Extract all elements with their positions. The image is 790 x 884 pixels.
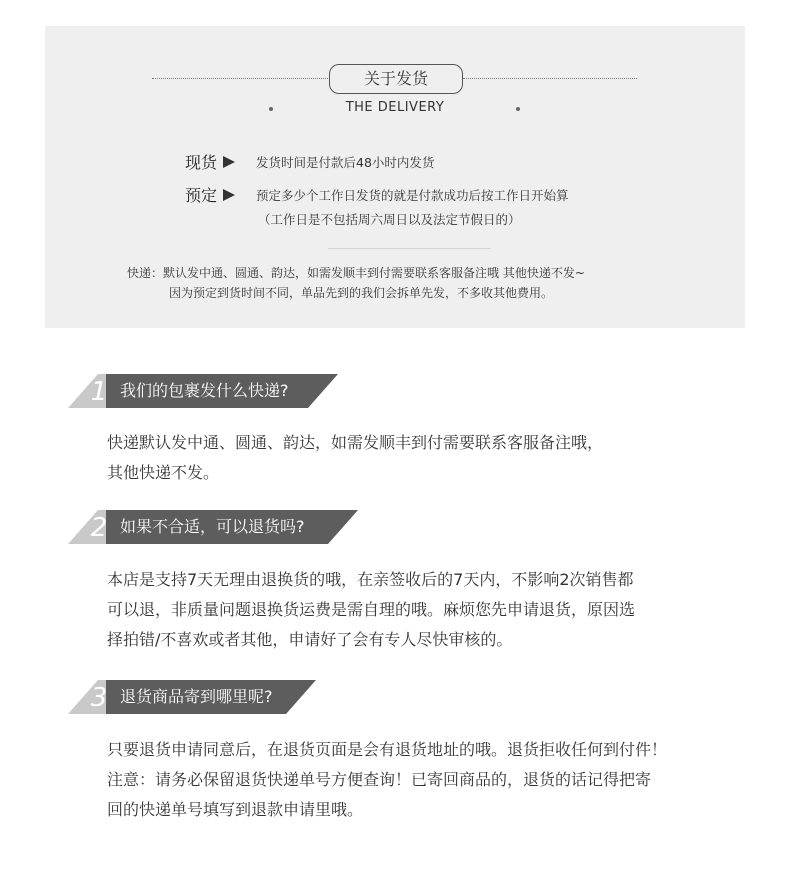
answer-line: 可以退，非质量问题退换货运费是需自理的哦。麻烦您先申请退货，原因选 — [107, 600, 636, 619]
delivery-panel — [45, 26, 745, 328]
bullet-dot-left — [269, 107, 273, 111]
triangle-arrow-icon — [223, 189, 235, 201]
answer-line: 回的快递单号填写到退款申请里哦。 — [107, 800, 364, 819]
bullet-dot-right — [516, 107, 520, 111]
title-divider-right — [463, 78, 637, 79]
faq-number: 1 — [90, 377, 108, 407]
answer-line: 本店是支持7天无理由退换货的哦，在亲签收后的7天内，不影响2次销售都 — [107, 570, 634, 589]
in-stock-text: 发货时间是付款后48小时内发货 — [256, 155, 435, 170]
panel-divider — [328, 248, 491, 249]
triangle-arrow-icon — [223, 156, 235, 168]
answer-line: 其他快递不发。 — [107, 463, 220, 482]
note-line: 快递：默认发中通、圆通、韵达，如需发顺丰到付需要联系客服备注哦 其他快递不发~ — [127, 266, 585, 280]
answer-line: 注意：请务必保留退货快递单号方便查询！已寄回商品的，退货的话记得把寄 — [107, 770, 652, 789]
answer-line: 只要退货申请同意后，在退货页面是会有退货地址的哦。退货拒收任何到付件！ — [107, 740, 668, 759]
preorder-label — [185, 183, 235, 206]
in-stock-label-text: 现货 — [185, 153, 218, 172]
title-divider-left — [152, 78, 332, 79]
answer-line: 快递默认发中通、圆通、韵达，如需发顺丰到付需要联系客服备注哦， — [107, 433, 604, 452]
faq-number: 3 — [90, 683, 108, 713]
answer-line: 择拍错/不喜欢或者其他，申请好了会有专人尽快审核的。 — [107, 630, 513, 649]
delivery-subtitle: THE DELIVERY — [345, 100, 445, 115]
faq-question: 退货商品寄到哪里呢? — [120, 687, 273, 706]
faq-number: 2 — [90, 513, 108, 543]
note-line: 因为预定到货时间不同，单品先到的我们会拆单先发，不多收其他费用。 — [169, 286, 554, 300]
faq-question: 我们的包裹发什么快递? — [120, 381, 289, 400]
preorder-text: 预定多少个工作日发货的就是付款成功后按工作日开始算 — [256, 188, 569, 203]
preorder-subtext: （工作日是不包括周六周日以及法定节假日的） — [258, 212, 521, 227]
faq-question: 如果不合适，可以退货吗? — [120, 517, 305, 536]
preorder-label-text: 预定 — [185, 186, 218, 205]
in-stock-label — [185, 150, 235, 173]
delivery-title: 关于发货 — [329, 64, 463, 94]
